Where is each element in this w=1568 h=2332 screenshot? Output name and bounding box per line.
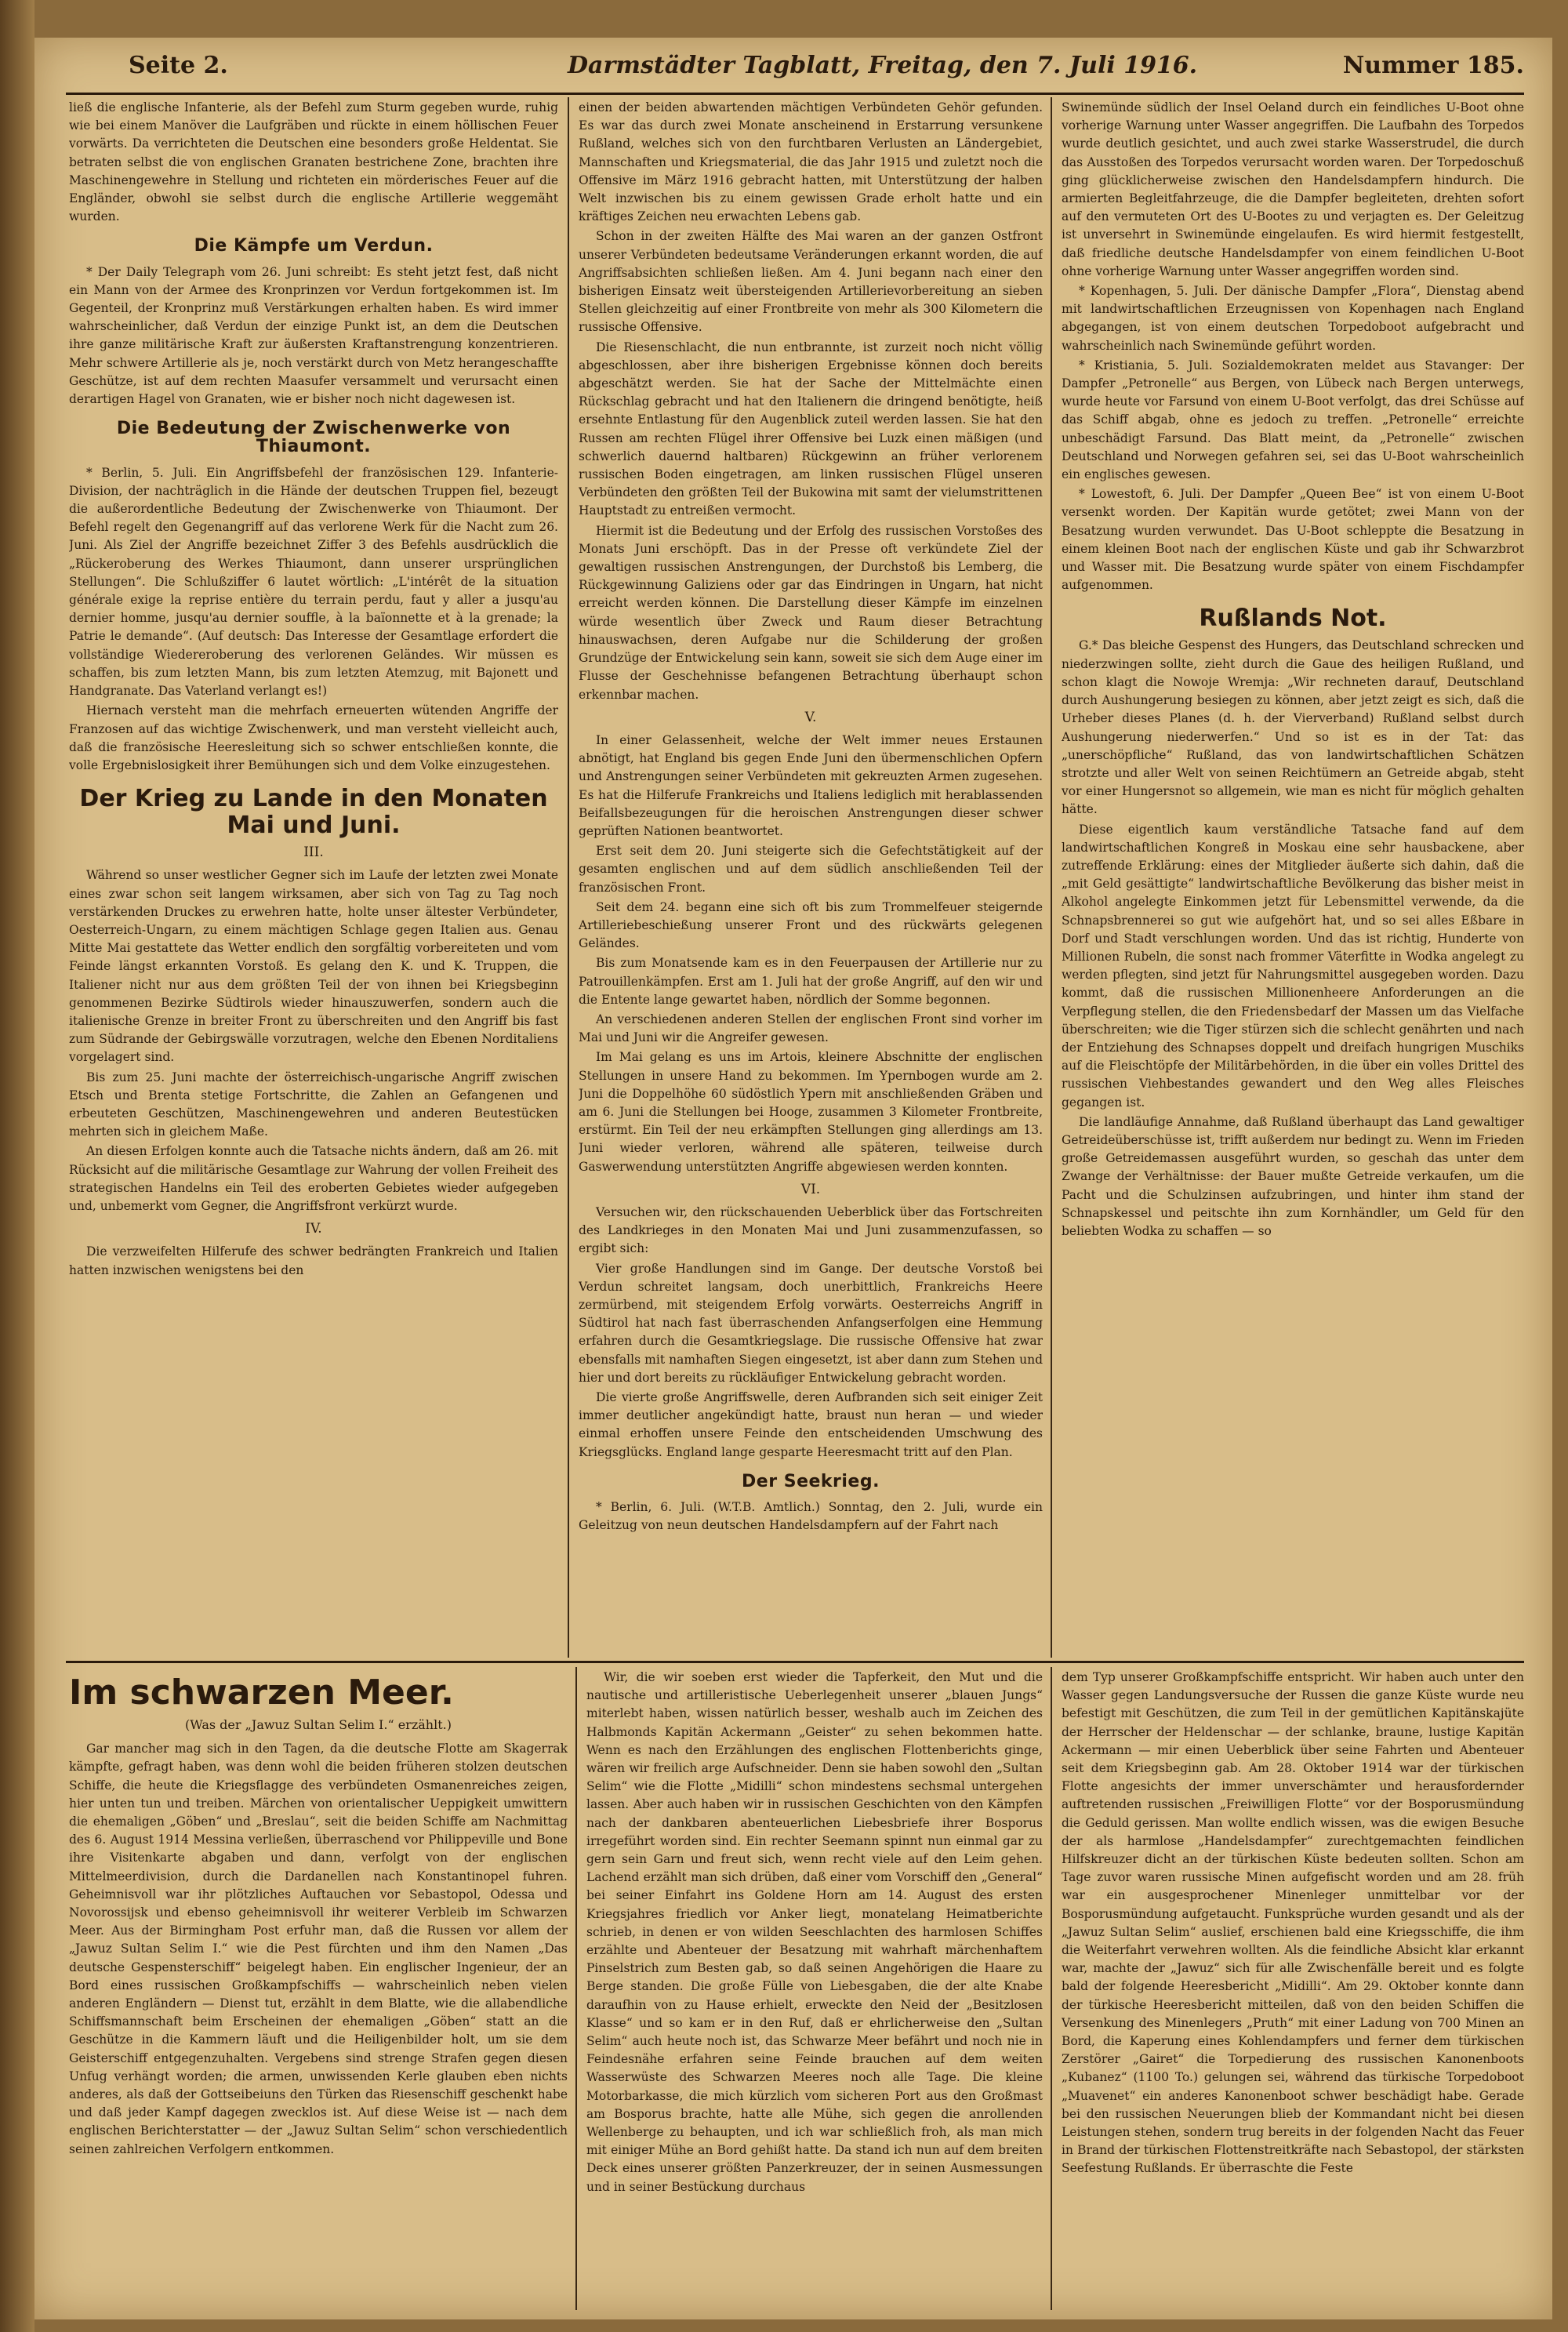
- article-text: * Der Daily Telegraph vom 26. Juni schreibt: Es steht jetzt fest, daß nicht ein Mann von der Armee des Kronprinzen vor Verdun fortgekommen ist. Im Gegenteil, der Kronprinz muß Verstärkungen erhalten haben. Es wird immer wahrscheinlicher, daß Verdun der einzige Punkt ist, an dem die Deutschen ihre ganze militärische Kraft zur äußersten Kraftanstrengung konzentrieren. Mehr schwere Artillerie als je, noch verstärkt durch von Metz herangeschaffte Geschütze, ist auf dem rechten Maasufer versammelt und verursacht einen derartigen Hagel von Granaten, wie er bisher noch nicht dagewesen ist.: [69, 264, 558, 407]
- article-text: Erst seit dem 20. Juni steigerte sich die Gefechtstätigkeit auf der gesamten englischen und auf dem südlich anschließenden Teil der französischen Front.: [579, 844, 1043, 895]
- article-text: Die vierte große Angriffswelle, deren Aufbranden sich seit einiger Zeit immer deutlicher angekündigt hatte, braust nun heran — und wieder einmal erhoffen unsere Feinde den entscheidenden Umschwung des Kriegsglücks. England lange gesparte Heeresmacht tritt auf den Plan.: [579, 1390, 1043, 1459]
- article-text: einen der beiden abwartenden mächtigen Verbündeten Gehör gefunden. Es war das durch zwei Monate anscheinend in Erstarrung versunkene Rußland, welches sich von den furchtbaren Verlusten an Ländergebiet, Mannschaften und Kriegsmaterial, die das Jahr 1915 und zuletzt noch die Offensive im März 1916 gebracht hatten, mit Unterstützung der halben Welt inzwischen bis zu einem gewissen Grade erholt hatte und ein kräftiges Zeichen neu erwachten Lebens gab.: [579, 100, 1043, 224]
- article-text: * Berlin, 5. Juli. Ein Angriffsbefehl der französischen 129. Infanterie-Division, der nachträglich in die Hände der deutschen Truppen fiel, bezeugt die außerordentliche Bedeutung der Zwischenwerke von Thiaumont. Der Befehl regelt den Gegenangriff auf das verlorene Werk für die Nacht zum 26. Juni. Als Ziel der Angriffe bezeichnet Ziffer 3 des Befehls ausdrücklich die „Rückeroberung des Werkes Thiaumont, dann unserer ursprünglichen Stellungen“. Die Schlußziffer 6 lautet wörtlich: „L'intérêt de la situation générale exige la reprise entière du terrain perdu, faut y aller a jusqu'au dernier homme, jusqu'au dernier souffle, à la baïonnette et à la grenade; la Patrie le demande“. (Auf deutsch: Das Interesse der Gesamtlage erfordert die vollständige Wiedereroberung des verlorenen Geländes. Wir müssen es schaffen, bis zum letzten Mann, bis zum letzten Atemzug, mit Bajonett und Handgranate. Das Vaterland verlangt es!): [69, 465, 558, 699]
- section-rule: [66, 1661, 1524, 1663]
- feature-column-1: [69, 1669, 568, 2310]
- headline-thiaumont: Die Bedeutung der Zwischenwerke von Thiaumont.: [116, 419, 511, 457]
- section-number: IV.: [305, 1221, 322, 1237]
- article-text: Die Riesenschlacht, die nun entbrannte, ist zurzeit noch nicht völlig abgeschlossen, aber ihre bisherigen Ergebnisse können doch bereits abgeschätzt werden. Sie hat der Sache der Mittelmächte einen Rückschlag gebracht und hat den Italienern die dringend benötigte, heiß ersehnte Entlastung für den Augenblick zuteil werden lassen. Sie hat den Russen am rechten Flügel ihrer Offensive bei Luzk einen mäßigen (und schwerlich dauernd haltbaren) Rückgewinn an früher verlorenem russischen Boden eingetragen, am linken russischen Flügel unseren Verbündeten den größten Teil der Bukowina mit samt der vielumstrittenen Hauptstadt zu entreißen vermocht.: [579, 340, 1043, 518]
- section-number: III.: [303, 845, 324, 861]
- article-text: Die landläufige Annahme, daß Rußland überhaupt das Land gewaltiger Getreideüberschüsse ist, trifft außerdem nur bedingt zu. Wenn im Frieden große Getreidemassen ausgeführt wurden, so geschah das unter dem Zwange der Verhältnisse: der Bauer mußte Getreide verkaufen, um die Pacht und die Schulzinsen aufzubringen, und hinter ihm stand der Schnapskessel und peitschte ihn zum Kornhändler, um Geld für den beliebten Wodka zu schaffen — so: [1062, 1114, 1524, 1238]
- binding-spine: [0, 0, 34, 2332]
- article-text: Bis zum 25. Juni machte der österreichisch-ungarische Angriff zwischen Etsch und Brenta stetige Fortschritte, die Zahlen an Gefangenen und erbeuteten Geschützen, Maschinengewehren und anderen Beutestücken mehrten sich in gleichem Maße.: [69, 1070, 558, 1139]
- newspaper-title: Darmstädter Tagblatt, Freitag, den 7. Juli 1916.: [568, 52, 1198, 79]
- column-2: [579, 99, 1043, 1658]
- page-number: Seite 2.: [129, 52, 228, 79]
- article-text: Hiermit ist die Bedeutung und der Erfolg des russischen Vorstoßes des Monats Juni erschöpft. Das in der Presse oft verkündete Ziel der gewaltigen russischen Anstrengungen, der Durchstoß bis Lemberg, die Rückgewinnung Galiziens oder gar das Eindringen in Ungarn, hat nicht erreicht werden können. Die Darstellung dieser Kämpfe im einzelnen würde wesentlich über Zweck und Raum dieser Betrachtung hinauswachsen, deren Aufgabe nur die Schilderung der großen Grundzüge der Entwickelung sein kann, soweit sie sich dem Auge einer im Flusse der Geschehnisse befangenen Betrachtung überhaupt schon erkennbar machen.: [579, 523, 1043, 702]
- article-text: Während so unser westlicher Gegner sich im Laufe der letzten zwei Monate eines zwar schon seit langem wirksamen, aber sich von Tag zu Tag noch verstärkenden Druckes zu erwehren hatte, holte unser ältester Verbündeter, Oesterreich-Ungarn, zu einem mächtigen Schlage gegen Italien aus. Genau Mitte Mai gestattete das Wetter endlich den sorgfältig vorbereiteten und vom Feinde längst erkannten Vorstoß. Es gelang den K. und K. Truppen, die Italiener nicht nur aus dem größten Teil der von ihnen bei Kriegsbeginn genommenen Bezirke Südtirols wieder hinauszuwerfen, sondern auch die italienische Grenze in breiter Front zu überschreiten und den Angriff bis fast zum Südrande der Gebirgswälle vorzutragen, welche den Ebenen Norditaliens vorgelagert sind.: [69, 868, 558, 1065]
- headline-russlands-not: Rußlands Not.: [1199, 605, 1387, 633]
- section-number: V.: [804, 709, 817, 725]
- newspaper-page: [34, 38, 1552, 2319]
- article-text: Hiernach versteht man die mehrfach erneuerten wütenden Angriffe der Franzosen auf das wichtige Zwischenwerk, und man versteht vielleicht auch, daß die französische Heeresleitung sich so schwer entschließen konnte, die volle Ergebnislosigkeit ihrer Bemühungen sich und dem Volke einzugestehen.: [69, 703, 558, 772]
- article-text: Seit dem 24. begann eine sich oft bis zum Trommelfeuer steigernde Artilleriebeschießung unserer Front und des rückwärts gelegenen Geländes.: [579, 899, 1043, 951]
- issue-number: Nummer 185.: [1342, 52, 1524, 79]
- article-text: * Berlin, 6. Juli. (W.T.B. Amtlich.) Sonntag, den 2. Juli, wurde ein Geleitzug von neun deutschen Handelsdampfern auf der Fahrt nach: [579, 1500, 1043, 1533]
- article-text: In einer Gelassenheit, welche der Welt immer neues Erstaunen abnötigt, hat England bis gegen Ende Juni den übermenschlichen Opfern und Anstrengungen seiner Verbündeten mit gekreuzten Armen zugesehen. Es hat die Hilferufe Frankreichs und Italiens lediglich mit herablassenden Beifallsbezeugungen für die heroischen Anstrengungen dieser schwer geprüften Nationen beantwortet.: [579, 732, 1043, 838]
- column-rule: [1051, 1667, 1052, 2310]
- headline-verdun: Die Kämpfe um Verdun.: [194, 236, 434, 256]
- column-3: [1062, 99, 1524, 1658]
- article-text: Wir, die wir soeben erst wieder die Tapferkeit, den Mut und die nautische und artilleristische Ueberlegenheit unserer „blauen Jungs“ miterlebt haben, wissen natürlich besser, weshalb auch im Zeichen des Halbmonds Kapitän Ackermann „Geister“ zu sehen bekommen hatte. Wenn es nach den Erzählungen des englischen Flottenberichts ginge, wären wir freilich arge Aufschneider. Denn sie haben sowohl den „Sultan Selim“ wie die Flotte „Midilli“ schon mindestens sechsmal untergehen lassen. Aber auch haben wir in russischen Geschichten von den Kämpfen nach der dankbaren abenteuerlichen Liebesbriefe ihrer Bosporus irregeführt worden sind. Ein rechter Seemann spinnt nun einmal gar zu gern sein Garn und freut sich, wenn recht viele auf den Leim gehen. Lachend erzählt man sich drüben, daß einer vom Vorschiff den „General“ bei seiner Einfahrt ins Goldene Horn am 14. August des ersten Kriegsjahres friedlich vor Anker liegt, monatelang Heimatberichte schrieb, in denen er von wilden Seeschlachten des harmlosen Schiffes erzählte und Abenteuer der Besatzung mit wahrhaft märchenhaftem Pinselstrich zum Besten gab, so daß seinen Angehörigen die Haare zu Berge standen. Die große Fülle von Liebesgaben, die der alte Knabe daraufhin von zu Hause erhielt, erweckte den Neid der „Besitzlosen Klasse“ und so kam er in den Ruf, daß er ehrlicherweise den „Sultan Selim“ auch heute noch ist, das Schwarze Meer befährt und noch nie in Feindesnähe erfahren seine Feinde brauchen auf dem weiten Wasserwüste des Schwarzen Meeres noch alle Tage. Die kleine Motorbarkasse, die mich kürzlich vom sicheren Port aus den Großmast am Bosporus brachte, hatte alle Mühe, sich gegen die anrollenden Wellenberge zu behaupten, und ich war schließlich froh, als man mich mit einiger Mühe an Bord gehißt hatte. Da stand ich nun auf dem breiten Deck eines unserer größten Panzerkreuzer, der in seinen Ausmessungen und in seiner Bestückung durchaus: [586, 1670, 1043, 2194]
- feature-column-3: [1062, 1669, 1524, 2310]
- column-rule: [575, 1667, 577, 2310]
- article-text: G.* Das bleiche Gespenst des Hungers, das Deutschland schrecken und niederzwingen sollte, zieht durch die Gaue des heiligen Rußland, und schon klagt die Nowoje Wremja: „Wir rechneten darauf, Deutschland durch Aushungerung besiegen zu können, aber jetzt zeigt es sich, daß die Urheber dieses Planes (d. h. der Vierverband) Rußland selbst durch Aushungerung niederwerfen.“ Und so ist es in der Tat: das „unerschöpfliche“ Rußland, das von landwirtschaftlichen Schätzen strotzte und aller Welt von seinen Reichtümern an Getreide abgab, steht vor einer Hungersnot so allgemein, wie man es nicht für möglich gehalten hätte.: [1062, 638, 1524, 817]
- article-text: Versuchen wir, den rückschauenden Ueberblick über das Fortschreiten des Landkrieges in den Monaten Mai und Juni zusammenzufassen, so ergibt sich:: [579, 1204, 1043, 1256]
- article-text: Diese eigentlich kaum verständliche Tatsache fand auf dem landwirtschaftlichen Kongreß in Moskau eine sehr hausbackene, aber zutreffende Erklärung: eines der Mitglieder äußerte sich dahin, daß die „mit Geld gesättigte“ landwirtschaftliche Bevölkerung das bisher meist in Alkohol angelegte Einkommen jetzt für Lebensmittel verwende, da die Schnapsbrennerei so gut wie aufgehört hat, und so sei alles Eßbare in Dorf und Stadt verschlungen worden. Und das ist richtig, Hunderte von Millionen Rubeln, die sonst nach frommer Väterfitte in Wodka angelegt zu werden pflegten, sind jetzt für Nahrungsmittel ausgegeben worden. Dazu kommt, daß die russischen Millionenheere Anforderungen an die Verpflegung stellen, die den Friedensbedarf der Massen um das Vielfache überschreiten; wie die Tiger stürzen sich die schlecht genährten und nach der Entziehung des Schnapses doppelt und dreifach hungrigen Muschiks auf die Fleischtöpfe der Militärbehörden, in die über ein volles Drittel des russischen Viehbestandes gewandert und den Weg alles Fleisches gegangen ist.: [1062, 822, 1524, 1110]
- section-number: VI.: [800, 1181, 821, 1197]
- article-text: An verschiedenen anderen Stellen der englischen Front sind vorher im Mai und Juni wir die Angreifer gewesen.: [579, 1012, 1043, 1045]
- article-text: Gar mancher mag sich in den Tagen, da die deutsche Flotte am Skagerrak kämpfte, gefragt haben, was denn wohl die beiden früheren stolzen deutschen Schiffe, die heute die Kriegsflagge des verbündeten Osmanenreiches zeigen, hier unten tun und treiben. Märchen von orientalischer Ueppigkeit umwittern die ehemaligen „Göben“ und „Breslau“, seit die beiden Schiffe am Nachmittag des 6. August 1914 Messina verließen, überraschend vor Philippeville und Bone ihre Visitenkarte abgaben und dann, verfolgt von der englischen Mittelmeerdivision, durch die Dardanellen nach Konstantinopel fuhren. Geheimnisvoll war ihr plötzliches Auftauchen vor Sebastopol, Odessa und Novorossijsk und ebenso geheimnisvoll ihr weiterer Verbleib im Schwarzen Meer. Aus der Birmingham Post erfuhr man, daß die Russen vor allem der „Jawuz Sultan Selim I.“ wie die Pest fürchten und ihm den Namen „Das deutsche Gespensterschiff“ beigelegt haben. Ein englischer Ingenieur, der an Bord eines russischen Großkampfschiffs — wahrscheinlich neben vielen anderen Engländern — Dienst tut, erzählt in dem Blatte, wie die allabendliche Schiffsmannschaft beim Erscheinen der ehemaligen „Göben“ statt an die Geschütze in die Kammern läuft und die Heiligenbilder holt, um sie dem Geisterschiff entgegenzuhalten. Vergebens sind strenge Strafen gegen diesen Unfug verhängt worden; die armen, unwissenden Kerle glauben eben nichts anderes, als daß der Gottseibeiuns den Türken das Riesenschiff geschenkt habe und daß jeder Kampf dagegen zwecklos ist. Auf diese Weise ist — nach dem englischen Berichterstatter — der „Jawuz Sultan Selim“ schon verschiedentlich seinen zahlreichen Verfolgern entkommen.: [69, 1742, 568, 2156]
- article-text: Schon in der zweiten Hälfte des Mai waren an der ganzen Ostfront unserer Verbündeten bedeutsame Veränderungen erkannt worden, die auf Angriffsabsichten schließen ließen. Am 4. Juni begann nach einer den bisherigen Einsatz weit übersteigenden Artillerievorbereitung an sieben Stellen gleichzeitig auf einer Frontbreite von mehr als 300 Kilometern die russische Offensive.: [579, 229, 1043, 335]
- article-text: An diesen Erfolgen konnte auch die Tatsache nichts ändern, daß am 26. mit Rücksicht auf die militärische Gesamtlage zur Wahrung der vollen Freiheit des strategischen Handelns ein Teil des eroberten Gebietes wieder aufgegeben und, unbemerkt vom Gegner, die Angriffsfront verkürzt wurde.: [69, 1144, 558, 1213]
- article-text: ließ die englische Infanterie, als der Befehl zum Sturm gegeben wurde, ruhig wie bei einem Manöver die Laufgräben und rückte in einem höllischen Feuer vorwärts. Da verrichteten die Deutschen eine besonders große Heldentat. Sie betraten selbst die von englischen Granaten bestrichene Zone, brachten ihre Maschinengewehre in Stellung und richteten ein mörderisches Feuer auf die Engländer, obwohl sie selbst durch die englische Artillerie weggemäht wurden.: [69, 100, 558, 224]
- article-text: Die verzweifelten Hilferufe des schwer bedrängten Frankreich und Italien hatten inzwischen wenigstens bei den: [69, 1244, 558, 1277]
- article-text: Im Mai gelang es uns im Artois, kleinere Abschnitte der englischen Stellungen in unsere Hand zu bekommen. Im Ypernbogen wurde am 2. Juni die Doppelhöhe 60 südöstlich Ypern mit anschließenden Gräben und am 6. Juni die Stellungen bei Hooge, zusammen 3 Kilometer Frontbreite, erstürmt. Ein Teil der neu erkämpften Stellungen ging allerdings am 13. Juni wieder verloren, während alle späteren, teilweise durch Gaswerwendung unterstützten Angriffe abgewiesen werden konnten.: [579, 1050, 1043, 1174]
- column-1: [69, 99, 558, 1658]
- feature-column-2: [586, 1669, 1043, 2310]
- article-text: Bis zum Monatsende kam es in den Feuerpausen der Artillerie nur zu Patrouillenkämpfen. Erst am 1. Juli hat der große Angriff, auf den wir und die Entente lange gewartet haben, nördlich der Somme begonnen.: [579, 956, 1043, 1007]
- article-text: Swinemünde südlich der Insel Oeland durch ein feindliches U-Boot ohne vorherige Warnung unter Wasser angegriffen. Die Laufbahn des Torpedos wurde deutlich gesichtet, und auch zwei starke Wasserstrudel, die durch das Ausstoßen des Torpedos verursacht worden waren. Der Torpedoschuß ging glücklicherweise zwischen den Handelsdampfern hindurch. Die armierten Begleitfahrzeuge, die die Dampfer begleiteten, drehten sofort auf den vermuteten Ort des U-Bootes zu und verjagten es. Der Geleitzug ist unversehrt in Swinemünde eingelaufen. Es wird hiermit festgestellt, daß friedliche deutsche Handelsdampfer von einem feindlichen U-Boot ohne vorherige Warnung unter Wasser angegriffen worden sind.: [1062, 100, 1524, 278]
- column-rule: [1051, 97, 1052, 1658]
- feature-subtitle: (Was der „Jawuz Sultan Selim I.“ erzählt.): [185, 1717, 452, 1732]
- feature-headline: Im schwarzen Meer.: [69, 1673, 454, 1713]
- column-rule: [568, 97, 569, 1658]
- headline-landkrieg: Der Krieg zu Lande in den Monaten Mai und Juni.: [79, 785, 548, 840]
- article-text: * Kopenhagen, 5. Juli. Der dänische Dampfer „Flora“, Dienstag abend mit landwirtschaftlichen Erzeugnissen von Kopenhagen nach England abgegangen, ist von einem deutschen Torpedoboot aufgebracht und wahrscheinlich nach Swinemünde geführt worden.: [1062, 284, 1524, 353]
- masthead: [66, 47, 1524, 95]
- article-text: * Kristiania, 5. Juli. Sozialdemokraten meldet aus Stavanger: Der Dampfer „Petronelle“ aus Bergen, von Lübeck nach Bergen unterwegs, wurde heute vor Farsund von einem U-Boot verfolgt, das drei Schüsse auf das Schiff abgab, ohne es jedoch zu treffen. „Petronelle“ erreichte unbeschädigt Farsund. Das Blatt meint, da „Petronelle“ zwischen Deutschland und Norwegen gefahren sei, sei das U-Boot wahrscheinlich ein englisches gewesen.: [1062, 358, 1524, 482]
- article-text: dem Typ unserer Großkampfschiffe entspricht. Wir haben auch unter den Wasser gegen Landungsversuche der Russen die ganze Küste wurde neu befestigt mit Geschützen, die zum Teil in der gemütlichen Kapitänskajüte der Herrscher der Heldenschar — der schlanke, braune, lustige Kapitän Ackermann — mir einen Ueberblick über seine Fahrten und Abenteuer seit dem Kriegsbeginn gab. Am 28. Oktober 1914 war der türkischen Flotte angesichts der immer unverschämter und herausfordernder auftretenden russischen „Freiwilligen Flotte“ vor der Bosporusmündung die Geduld gerissen. Man wollte endlich wissen, was die ewigen Besuche der als harmlose „Handelsdampfer“ zurechtgemachten feindlichen Hilfskreuzer dicht an der türkischen Küste bedeuten sollten. Schon am Tage zuvor waren russische Minen aufgefischt worden und am 28. früh war ein ausgesprochener Minenleger unmittelbar vor der Bosporusmündung aufgetaucht. Funksprüche wurden gesandt und als der „Jawuz Sultan Selim“ auslief, erschienen bald eine Kriegsschiffe, die ihm die Weiterfahrt verwehren wollten. Als die feindliche Absicht klar erkannt war, machte der „Jawuz“ sich für alle Zwischenfälle bereit und es folgte bald der folgende Heeresbericht „Midilli“. Am 29. Oktober konnte dann der türkische Heeresbericht mitteilen, daß von den beiden Schiffen die Versenkung des Minenlegers „Pruth“ mit einer Ladung von 700 Minen an Bord, die Kaperung eines Kohlendampfers und ferner dem türkischen Zerstörer „Gairet“ die Torpedierung des russischen Kanonenboots „Kubanez“ (1100 To.) gelungen sei, während das türkische Torpedoboot „Muavenet“ ein anderes Kanonenboot schwer beschädigt habe. Gerade bei den russischen Neuerungen blieb der Kommandant nicht bei diesen Leistungen stehen, sondern trug bereits in der folgenden Nacht das Feuer in Brand der türkischen Flottenstreitkräfte nach Sebastopol, der stärksten Seefestung Rußlands. Er überraschte die Feste: [1062, 1670, 1524, 2176]
- headline-seekrieg: Der Seekrieg.: [742, 1471, 880, 1491]
- article-text: Vier große Handlungen sind im Gange. Der deutsche Vorstoß bei Verdun schreitet langsam, doch unerbittlich, Frankreichs Heere zermürbend, mit steigendem Erfolg vorwärts. Oesterreichs Angriff in Südtirol hat nach fast überraschenden Anfangserfolgen eine Hemmung erfahren durch die Gesamtkriegslage. Die russische Offensive hat zwar ebensfalls mit namhaften Siegen eingesetzt, ist aber dann zum Stehen und hier und dort bereits zu rückläufiger Entwickelung gebracht worden.: [579, 1261, 1043, 1385]
- article-text: * Lowestoft, 6. Juli. Der Dampfer „Queen Bee“ ist von einem U-Boot versenkt worden. Der Kapitän wurde getötet; zwei Mann von der Besatzung wurden verwundet. Das U-Boot schleppte die Besatzung in einem kleinen Boot nach der englischen Küste und gab ihr Schwarzbrot und Wasser mit. Die Besatzung wurde später von einem Fischdampfer aufgenommen.: [1062, 487, 1524, 593]
